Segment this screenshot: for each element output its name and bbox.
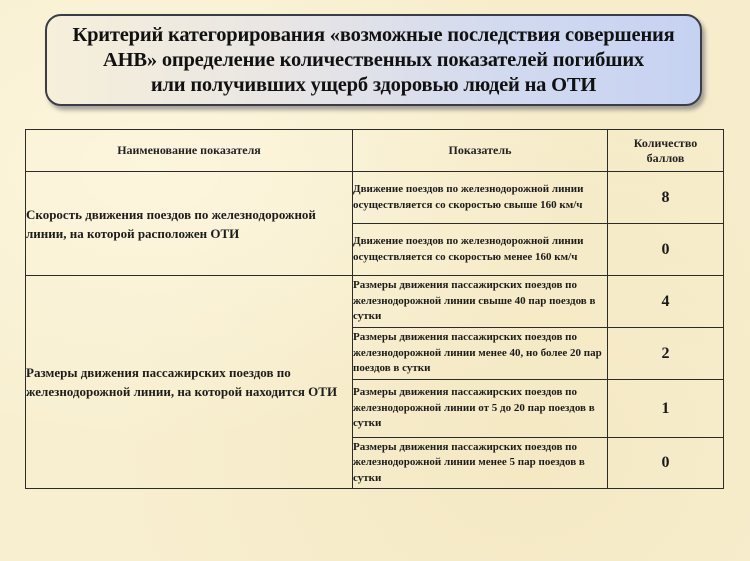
score-value: 2 (608, 328, 724, 380)
indicator-value: Размеры движения пассажирских поездов по железнодорожной линии менее 5 пар поездов в сутки (353, 438, 608, 489)
score-value: 0 (608, 438, 724, 489)
indicator-value: Размеры движения пассажирских поездов по железнодорожной линии менее 40, но более 20 пар поездов в сутки (353, 328, 608, 380)
title-line-3: или получивших ущерб здоровью людей на ОТИ (150, 73, 597, 96)
indicator-value: Размеры движения пассажирских поездов по железнодорожной линии свыше 40 пар поездов в сутки (353, 276, 608, 328)
header-score: Количество баллов (608, 130, 724, 172)
table-row (26, 172, 724, 224)
score-value: 0 (608, 224, 724, 276)
title-line-2: АНВ» определение количественных показателей погибших (103, 48, 644, 71)
score-value: 1 (608, 380, 724, 438)
title-line-1: Критерий категорирования «возможные последствия совершения (72, 23, 675, 46)
indicator-value: Движение поездов по железнодорожной линии осуществляется со скоростью свыше 160 км/ч (353, 172, 608, 224)
header-indicator: Показатель (353, 130, 608, 172)
score-value: 4 (608, 276, 724, 328)
header-indicator-name: Наименование показателя (26, 130, 353, 172)
criteria-table (25, 129, 724, 489)
title-box (45, 14, 702, 106)
indicator-value: Движение поездов по железнодорожной линии осуществляется со скоростью менее 160 км/ч (353, 224, 608, 276)
indicator-value: Размеры движения пассажирских поездов по железнодорожной линии от 5 до 20 пар поездов в сутки (353, 380, 608, 438)
indicator-name-traffic-volume: Размеры движения пассажирских поездов по железнодорожной линии, на которой находится ОТИ (26, 276, 353, 489)
table-header-row (26, 130, 724, 172)
score-value: 8 (608, 172, 724, 224)
table-row (26, 276, 724, 328)
indicator-name-speed: Скорость движения поездов по железнодорожной линии, на которой расположен ОТИ (26, 172, 353, 276)
page-title (72, 23, 674, 98)
